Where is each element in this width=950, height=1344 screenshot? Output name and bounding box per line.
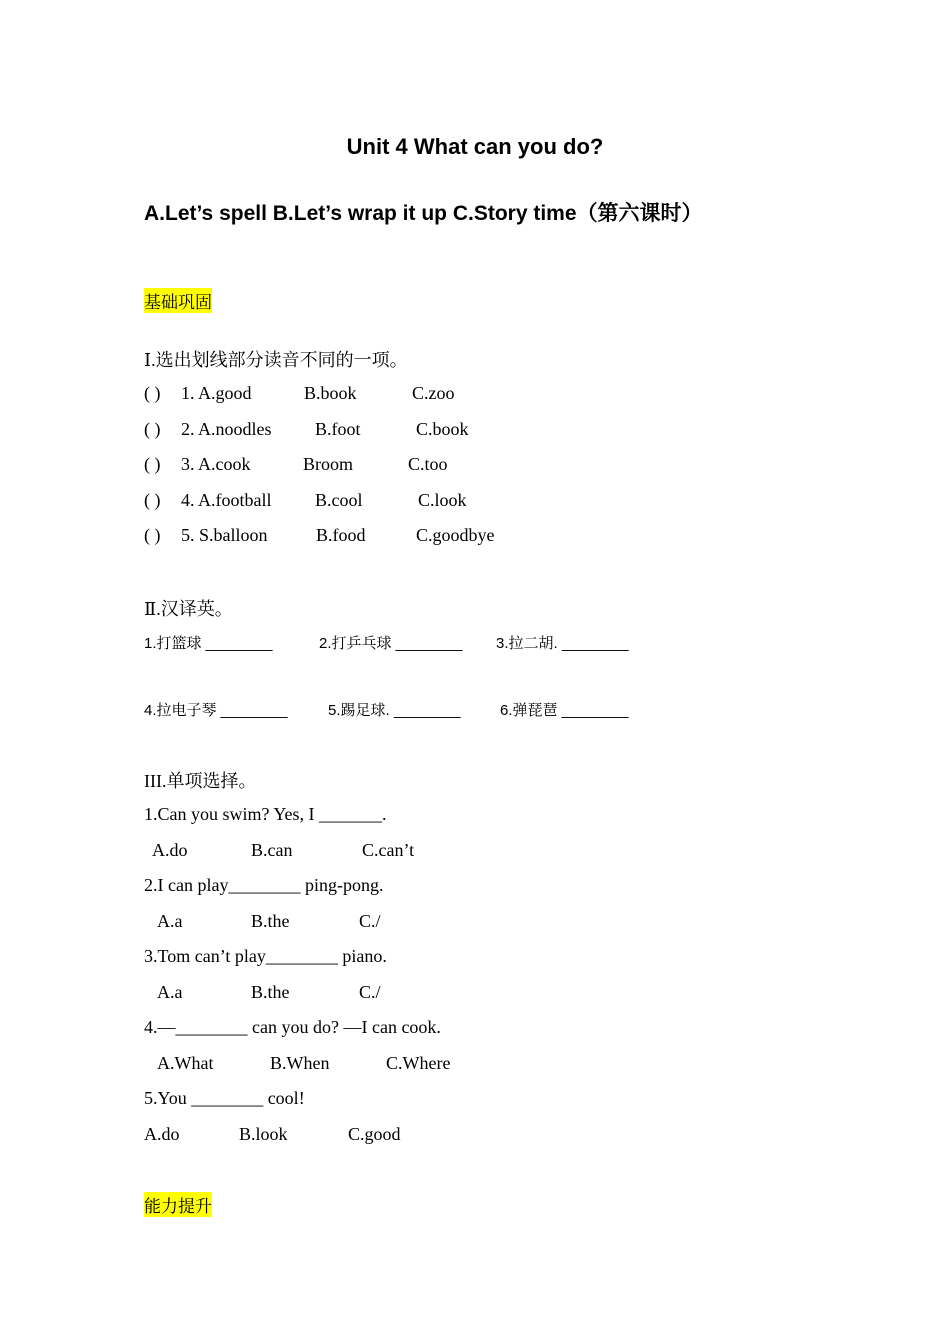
question-text: 5.You ________ cool!	[144, 1088, 305, 1108]
translation-item: 4.拉电子琴 ________	[144, 702, 288, 719]
choice-c: C.can’t	[362, 840, 415, 860]
choice-a: A.do	[152, 840, 188, 860]
part1-option-b: B.foot	[315, 419, 361, 439]
choice-a: A.do	[144, 1124, 180, 1144]
part1-option-c: C.too	[408, 454, 448, 474]
page-subtitle: A.Let’s spell B.Let’s wrap it up C.Story time（第六课时）	[144, 202, 703, 225]
translation-item: 6.弹琵琶 ________	[500, 702, 629, 719]
part1-option-b: B.cool	[315, 490, 363, 510]
choice-c: C.good	[348, 1124, 401, 1144]
part1-bracket: ( )	[144, 419, 161, 439]
part1-option-c: C.goodbye	[416, 525, 495, 545]
translation-item: 1.打篮球 ________	[144, 635, 273, 652]
part1-instruction: Ⅰ.选出划线部分读音不同的一项。	[144, 350, 408, 370]
choice-a: A.What	[157, 1053, 214, 1073]
part1-option-b: Broom	[303, 454, 354, 474]
part1-bracket: ( )	[144, 383, 161, 403]
part1-option-a: 3. A.cook	[181, 454, 251, 474]
part1-option-c: C.zoo	[412, 383, 455, 403]
choice-b: B.look	[239, 1124, 288, 1144]
part1-bracket: ( )	[144, 525, 161, 545]
part1-option-c: C.look	[418, 490, 467, 510]
part1-option-a: 2. A.noodles	[181, 419, 272, 439]
part1-bracket: ( )	[144, 490, 161, 510]
section-heading-basic: 基础巩固	[144, 288, 212, 313]
choice-a: A.a	[157, 911, 183, 931]
part1-option-c: C.book	[416, 419, 469, 439]
choice-b: B.the	[251, 911, 290, 931]
choice-b: B.can	[251, 840, 293, 860]
question-text: 2.I can play________ ping-pong.	[144, 875, 384, 895]
section-heading-advanced: 能力提升	[144, 1192, 212, 1217]
question-text: 1.Can you swim? Yes, I _______.	[144, 804, 387, 824]
part3-instruction: III.单项选择。	[144, 771, 257, 791]
part2-instruction: Ⅱ.汉译英。	[144, 599, 233, 619]
choice-a: A.a	[157, 982, 183, 1002]
choice-c: C./	[359, 911, 381, 931]
choice-b: B.When	[270, 1053, 330, 1073]
part1-option-a: 4. A.football	[181, 490, 272, 510]
part1-option-a: 5. S.balloon	[181, 525, 268, 545]
choice-c: C./	[359, 982, 381, 1002]
choice-c: C.Where	[386, 1053, 451, 1073]
choice-b: B.the	[251, 982, 290, 1002]
part1-option-b: B.food	[316, 525, 366, 545]
page-title: Unit 4 What can you do?	[346, 134, 604, 159]
part1-option-b: B.book	[304, 383, 357, 403]
translation-item: 3.拉二胡. ________	[496, 635, 629, 652]
part1-bracket: ( )	[144, 454, 161, 474]
question-text: 3.Tom can’t play________ piano.	[144, 946, 387, 966]
translation-item: 5.踢足球. ________	[328, 702, 461, 719]
part1-option-a: 1. A.good	[181, 383, 252, 403]
translation-item: 2.打乒乓球 ________	[319, 635, 463, 652]
question-text: 4.—________ can you do? —I can cook.	[144, 1017, 441, 1037]
